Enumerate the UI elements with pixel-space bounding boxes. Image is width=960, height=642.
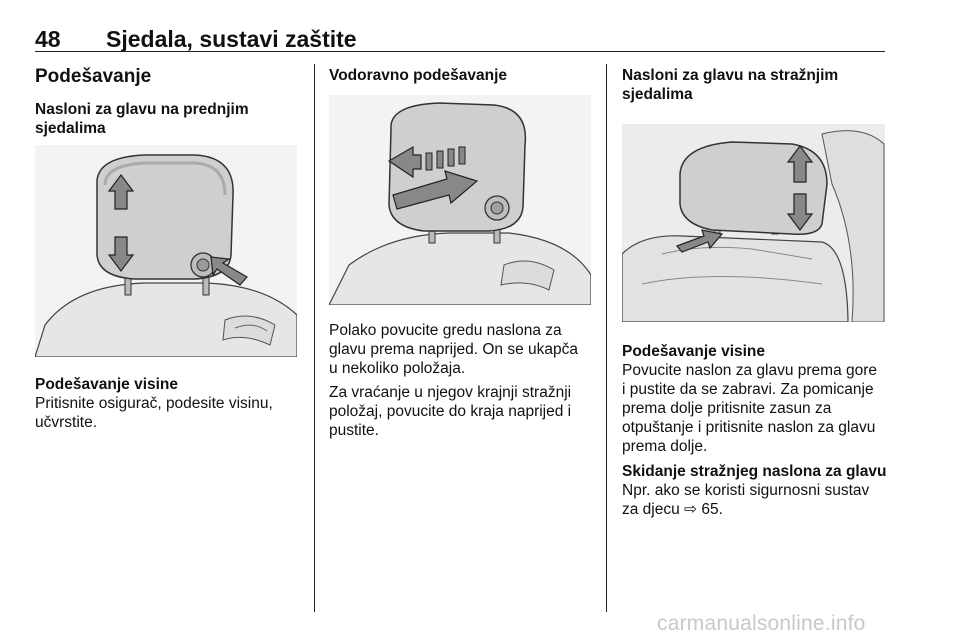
page-number: 48	[35, 26, 61, 52]
horizontal-adjust-illustration	[329, 95, 591, 305]
rear-height-line4: otpuštanje i pritisnite naslon za glavu	[622, 419, 876, 436]
rear-removal-line2	[622, 500, 723, 519]
rear-removal-title: Skidanje stražnjeg naslona za glavu	[622, 463, 887, 480]
rear-height-line2: i pustite da se zabravi. Za pomicanje	[622, 381, 874, 398]
caption-text-line2: učvrstite.	[35, 414, 98, 431]
rear-headrest-illustration	[622, 124, 885, 322]
section-title: Sjedala, sustavi zaštite	[106, 26, 357, 52]
rear-removal-line1: Npr. ako se koristi sigurnosni sustav	[622, 482, 870, 499]
caption-title-height: Podešavanje visine	[35, 376, 179, 393]
heading-horizontal: Vodoravno podešavanje	[329, 67, 508, 84]
horizontal-para1-line2: glavu prema naprijed. On se ukapča	[329, 341, 579, 358]
header-rule	[35, 51, 885, 52]
horizontal-para2-line3: pustite.	[329, 422, 379, 439]
horizontal-para2-line1: Za vraćanje u njegov krajnji stražnji	[329, 384, 572, 401]
rear-height-line5: prema dolje.	[622, 438, 708, 455]
horizontal-para2-line2: položaj, povucite do kraja naprijed i	[329, 403, 572, 420]
page-reference-link[interactable]: 65.	[701, 501, 723, 518]
column-divider-2	[606, 64, 607, 612]
page-reference-arrow-icon: ⇨	[684, 501, 698, 518]
column-divider-1	[314, 64, 315, 612]
rear-height-line1: Povucite naslon za glavu prema gore	[622, 362, 878, 379]
watermark: carmanualsonline.info	[657, 612, 866, 635]
front-headrest-height-illustration	[35, 145, 297, 357]
subheading-front-line2: sjedalima	[35, 120, 106, 137]
rear-removal-line2-text: za djecu	[622, 501, 680, 518]
caption-text-line1: Pritisnite osigurač, podesite visinu,	[35, 395, 273, 412]
horizontal-para1-line3: u nekoliko položaja.	[329, 360, 466, 377]
rear-height-line3: prema dolje pritisnite zasun za	[622, 400, 832, 417]
horizontal-para1-line1: Polako povucite gredu naslona za	[329, 322, 562, 339]
subheading-front-line1: Nasloni za glavu na prednjim	[35, 101, 249, 118]
heading-podesavanje: Podešavanje	[35, 66, 152, 87]
heading-rear-line2: sjedalima	[622, 86, 693, 103]
heading-rear-line1: Nasloni za glavu na stražnjim	[622, 67, 839, 84]
rear-height-title: Podešavanje visine	[622, 343, 766, 360]
